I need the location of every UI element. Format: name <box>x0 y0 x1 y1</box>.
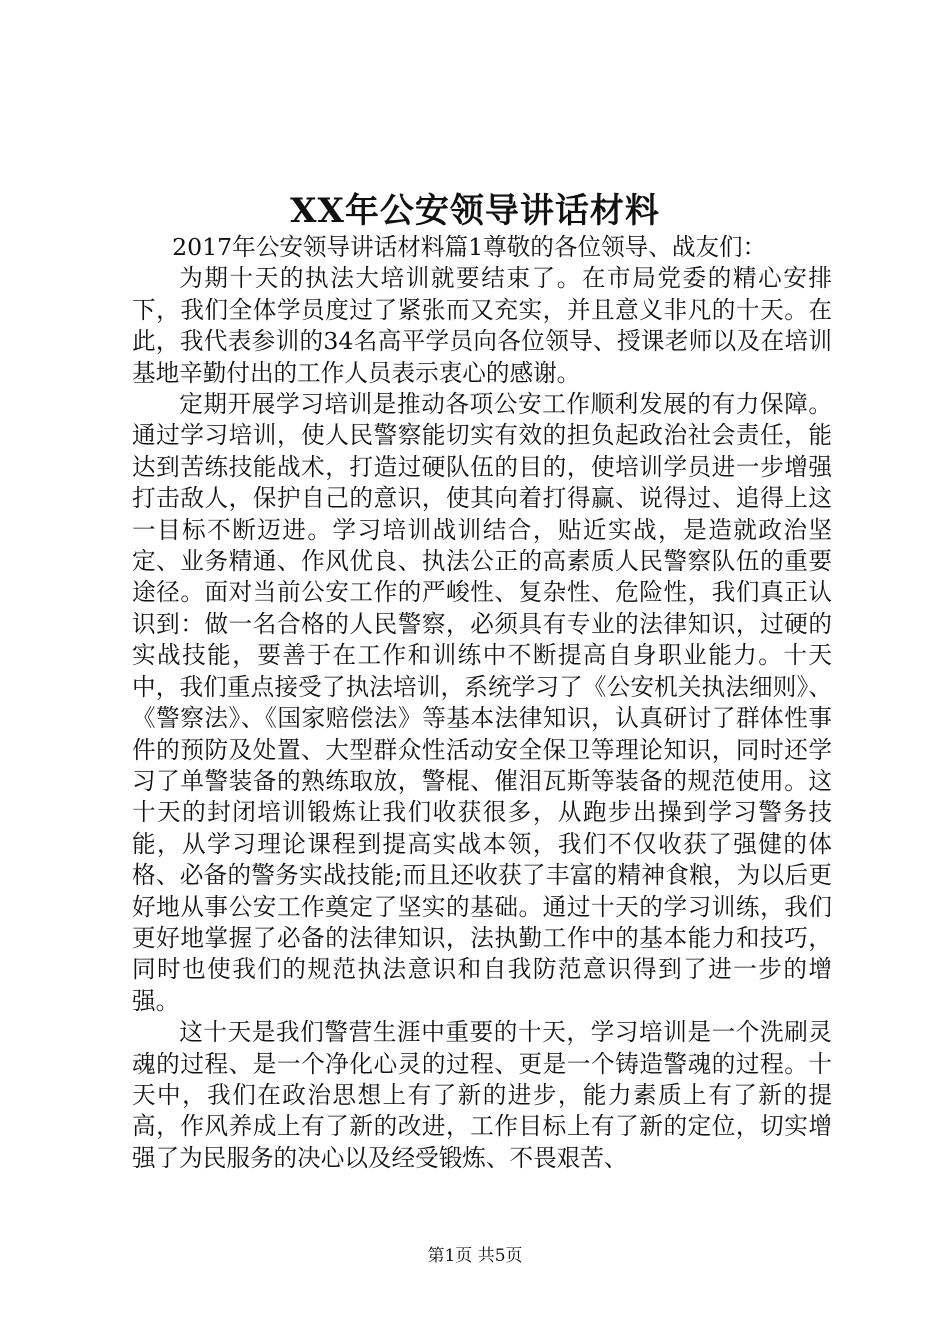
document-body <box>132 232 832 1174</box>
document-title: XX年公安领导讲话材料 <box>290 191 660 231</box>
page-footer: 第1页 共5页 <box>427 1246 523 1266</box>
paragraph-3: 这十天是我们警营生涯中重要的十天，学习培训是一个洗刷灵魂的过程、是一个净化心灵的过程、更是一个铸造警魂的过程。十天中，我们在政治思想上有了新的进步，能力素质上有了新的提高，作风养成上有了新的改进，工作目标上有了新的定位，切实增强了为民服务的决心以及经受锻炼、不畏艰苦、 <box>132 1018 832 1172</box>
paragraph-greeting: 2017年公安领导讲话材料篇1尊敬的各位领导、战友们： <box>172 233 767 261</box>
paragraph-1: 为期十天的执法大培训就要结束了。在市局党委的精心安排下，我们全体学员度过了紧张而又充实，并且意义非凡的十天。在此，我代表参训的34名高平学员向各位领导、授课老师以及在培训基地辛勤付出的工作人员表示衷心的感谢。 <box>132 264 832 387</box>
paragraph-2: 定期开展学习培训是推动各项公安工作顺利发展的有力保障。通过学习培训，使人民警察能切实有效的担负起政治社会责任，能达到苦练技能战术，打造过硬队伍的目的，使培训学员进一步增强打击敌人，保护自己的意识，使其向着打得赢、说得过、追得上这一目标不断迈进。学习培训战训结合，贴近实战，是造就政治坚定、业务精通、作风优良、执法公正的高素质人民警察队伍的重要途径。面对当前公安工作的严峻性、复杂性、危险性，我们真正认识到：做一名合格的人民警察，必须具有专业的法律知识，过硬的实战技能，要善于在工作和训练中不断提高自身职业能力。十天中，我们重点接受了执法培训，系统学习了《公安机关执法细则》、《警察法》、《国家赔偿法》等基本法律知识，认真研讨了群体性事件的预防及处置、大型群众性活动安全保卫等理论知识，同时还学习了单警装备的熟练取放，警棍、催泪瓦斯等装备的规范使用。这十天的封闭培训锻炼让我们收获很多，从跑步出操到学习警务技能，从学习理论课程到提高实战本领，我们不仅收获了强健的体格、必备的警务实战技能;而且还收获了丰富的精神食粮，为以后更好地从事公安工作奠定了坚实的基础。通过十天的学习训练，我们更好地掌握了必备的法律知识，法执勤工作中的基本能力和技巧，同时也使我们的规范执法意识和自我防范意识得到了进一步的增强。 <box>132 390 832 1015</box>
